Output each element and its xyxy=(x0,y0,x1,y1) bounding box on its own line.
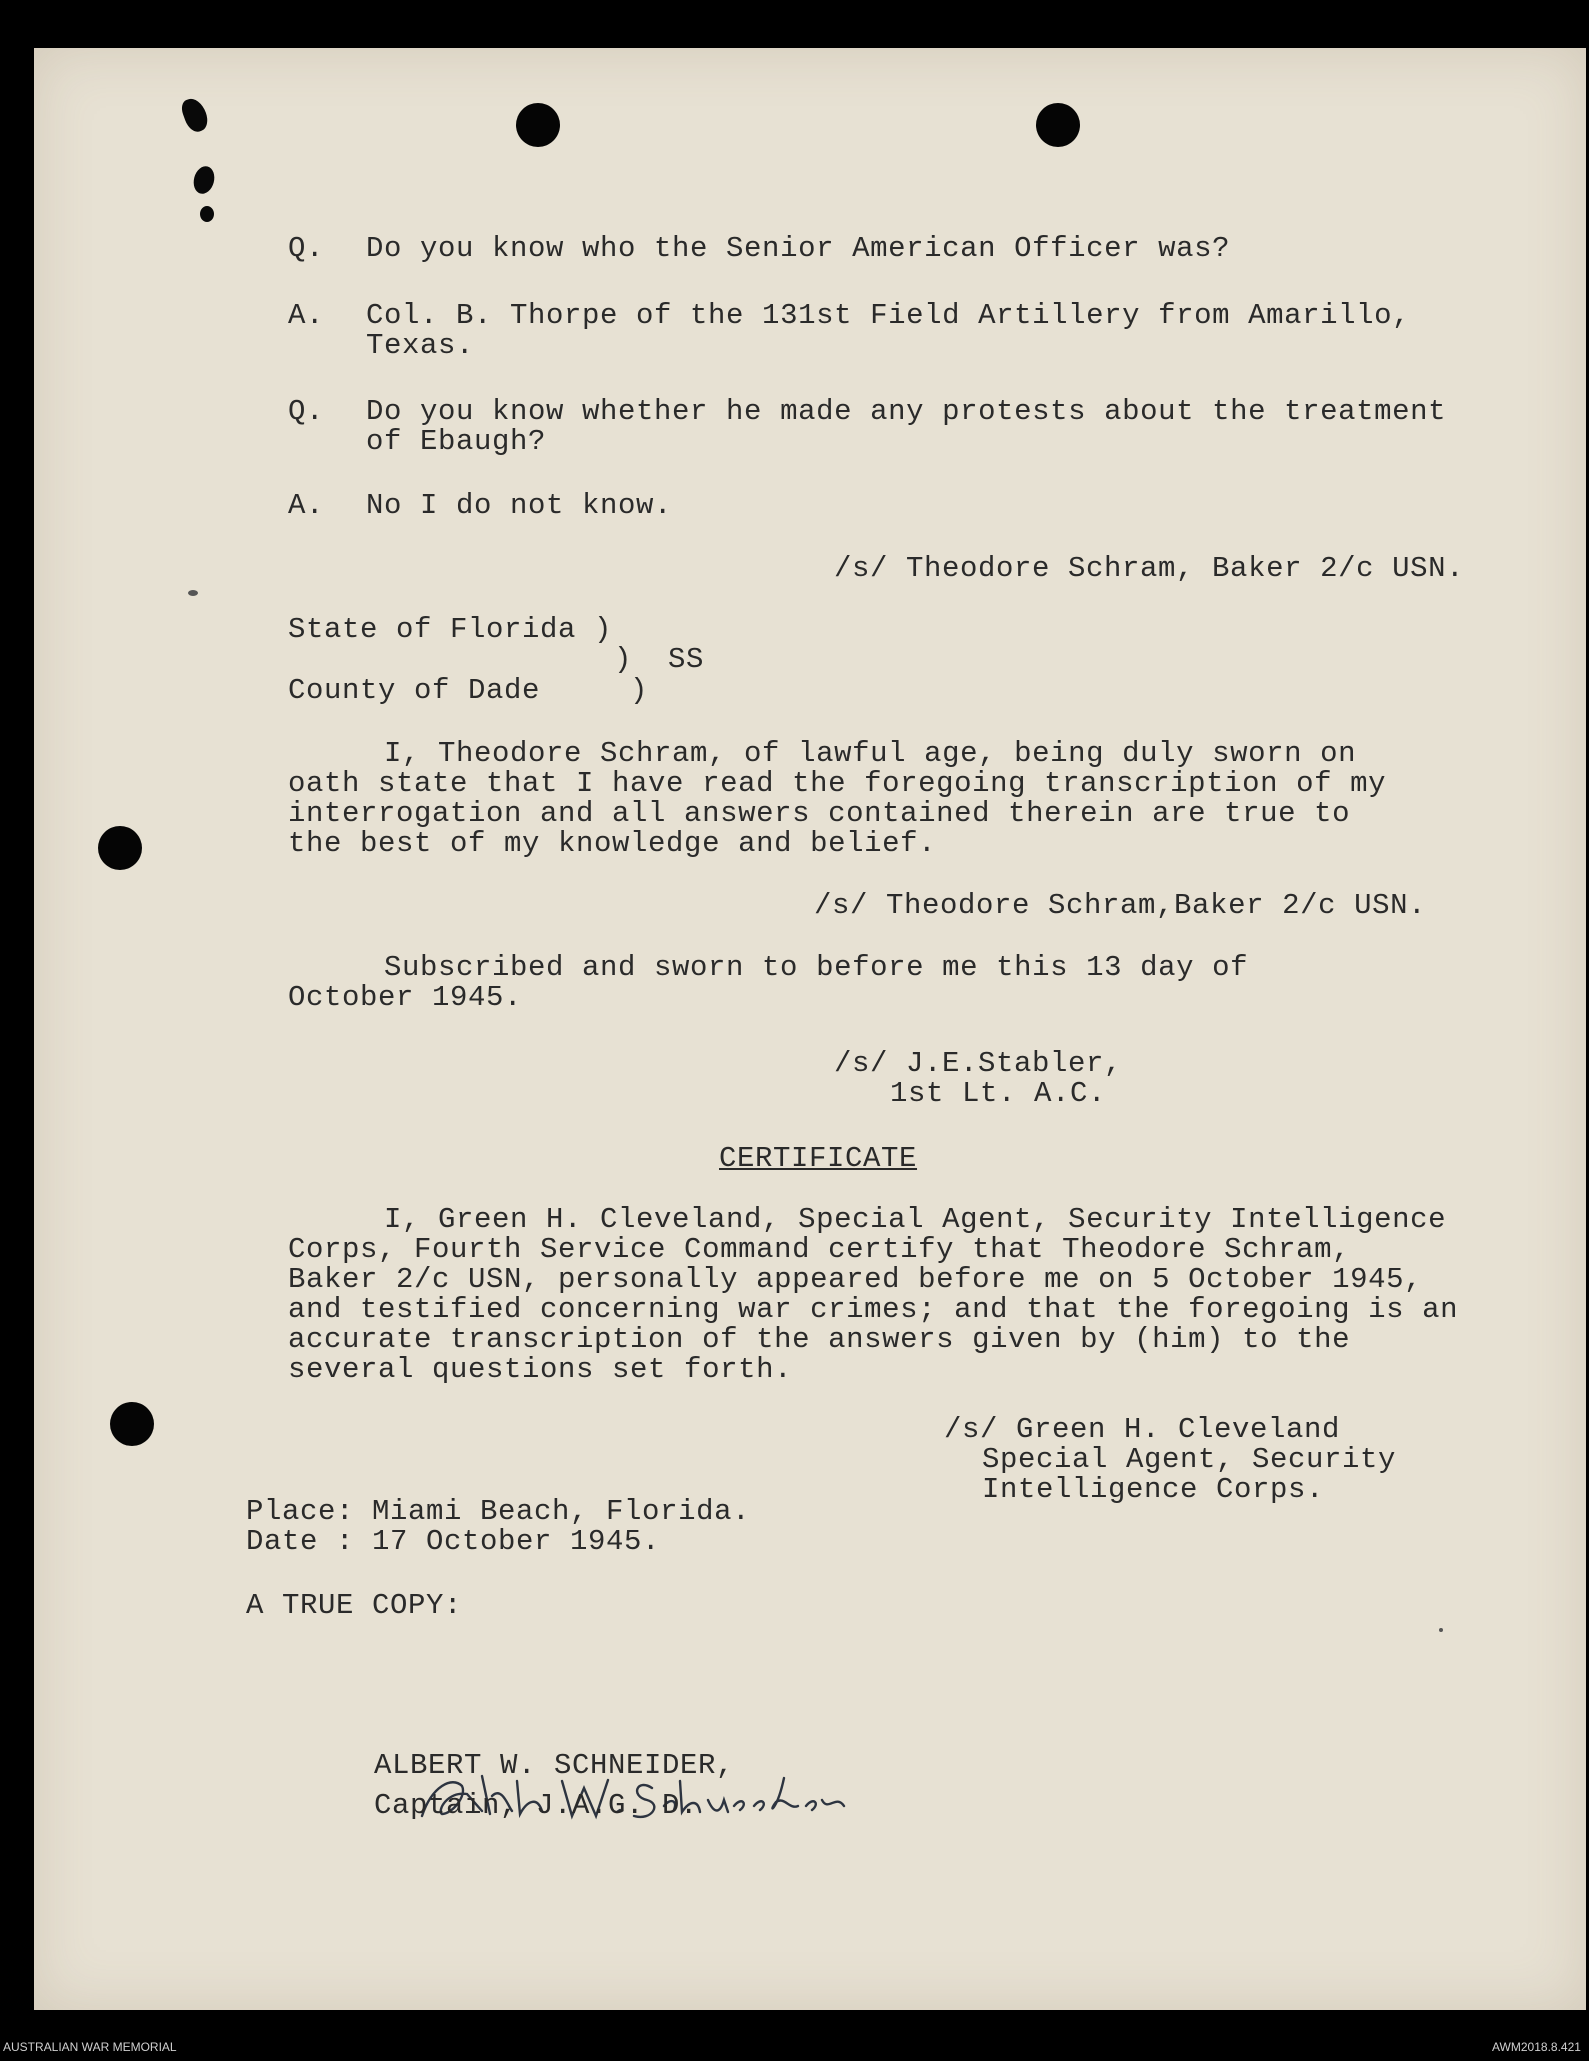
certificate-line: Baker 2/c USN, personally appeared before me on 5 October 1945, xyxy=(288,1263,1423,1296)
qa-text: Texas. xyxy=(366,329,475,362)
footer-left: AUSTRALIAN WAR MEMORIAL xyxy=(3,2040,177,2054)
date-line: Date : 17 October 1945. xyxy=(246,1525,661,1558)
qa-label: A. xyxy=(288,299,325,332)
certificate-line: accurate transcription of the answers given by (him) to the xyxy=(288,1323,1351,1356)
signer-name: ALBERT W. SCHNEIDER, xyxy=(374,1749,735,1782)
paper-tear xyxy=(191,164,218,196)
punch-hole-lower-left xyxy=(110,1402,154,1446)
venue-county: County of Dade ) xyxy=(288,674,649,707)
true-copy-label: A TRUE COPY: xyxy=(246,1589,463,1622)
sworn-line: October 1945. xyxy=(288,981,523,1014)
oath-line: oath state that I have read the foregoing transcription of my xyxy=(288,767,1387,800)
qa-label: A. xyxy=(288,489,325,522)
footer-right: AWM2018.8.421 xyxy=(1492,2040,1581,2054)
qa-text: Do you know whether he made any protests about the treatment xyxy=(366,395,1447,428)
oath-line: interrogation and all answers contained therein are true to xyxy=(288,797,1351,830)
certificate-title: CERTIFICATE xyxy=(719,1142,918,1175)
qa-text: of Ebaugh? xyxy=(366,425,547,458)
certificate-line: Corps, Fourth Service Command certify that Theodore Schram, xyxy=(288,1233,1351,1266)
paper-tear xyxy=(179,95,211,134)
notary-rank: 1st Lt. A.C. xyxy=(890,1077,1107,1110)
notary-name: /s/ J.E.Stabler, xyxy=(834,1047,1123,1080)
oath-line: the best of my knowledge and belief. xyxy=(288,827,937,860)
qa-text: No I do not know. xyxy=(366,489,673,522)
punch-hole-top-right xyxy=(1036,103,1080,147)
qa-label: Q. xyxy=(288,395,325,428)
qa-text: Col. B. Thorpe of the 131st Field Artillery from Amarillo, xyxy=(366,299,1411,332)
agent-signature: /s/ Green H. Cleveland xyxy=(944,1413,1341,1446)
paper-tear xyxy=(200,206,214,222)
certificate-line: I, Green H. Cleveland, Special Agent, Security Intelligence xyxy=(384,1203,1447,1236)
document-page xyxy=(34,48,1586,2010)
oath-line: I, Theodore Schram, of lawful age, being duly sworn on xyxy=(384,737,1357,770)
punch-hole-mid-left xyxy=(98,826,142,870)
sworn-line: Subscribed and sworn to before me this 13 day of xyxy=(384,951,1249,984)
qa-text: Do you know who the Senior American Officer was? xyxy=(366,232,1231,265)
certificate-line: several questions set forth. xyxy=(288,1353,793,1386)
ink-speck xyxy=(1439,1628,1443,1632)
place-line: Place: Miami Beach, Florida. xyxy=(246,1495,751,1528)
signature-line: /s/ Theodore Schram, Baker 2/c USN. xyxy=(834,552,1465,585)
punch-hole-top-left xyxy=(516,103,560,147)
venue-ss: ) SS xyxy=(614,643,705,676)
signature-line: /s/ Theodore Schram,Baker 2/c USN. xyxy=(814,889,1427,922)
signer-rank: Captain, J.A.G. D. xyxy=(374,1789,699,1822)
agent-title: Special Agent, Security xyxy=(982,1443,1397,1476)
agent-title: Intelligence Corps. xyxy=(982,1473,1325,1506)
ink-speck xyxy=(188,590,198,596)
venue-state: State of Florida ) xyxy=(288,613,613,646)
certificate-line: and testified concerning war crimes; and that the foregoing is an xyxy=(288,1293,1459,1326)
qa-label: Q. xyxy=(288,232,325,265)
